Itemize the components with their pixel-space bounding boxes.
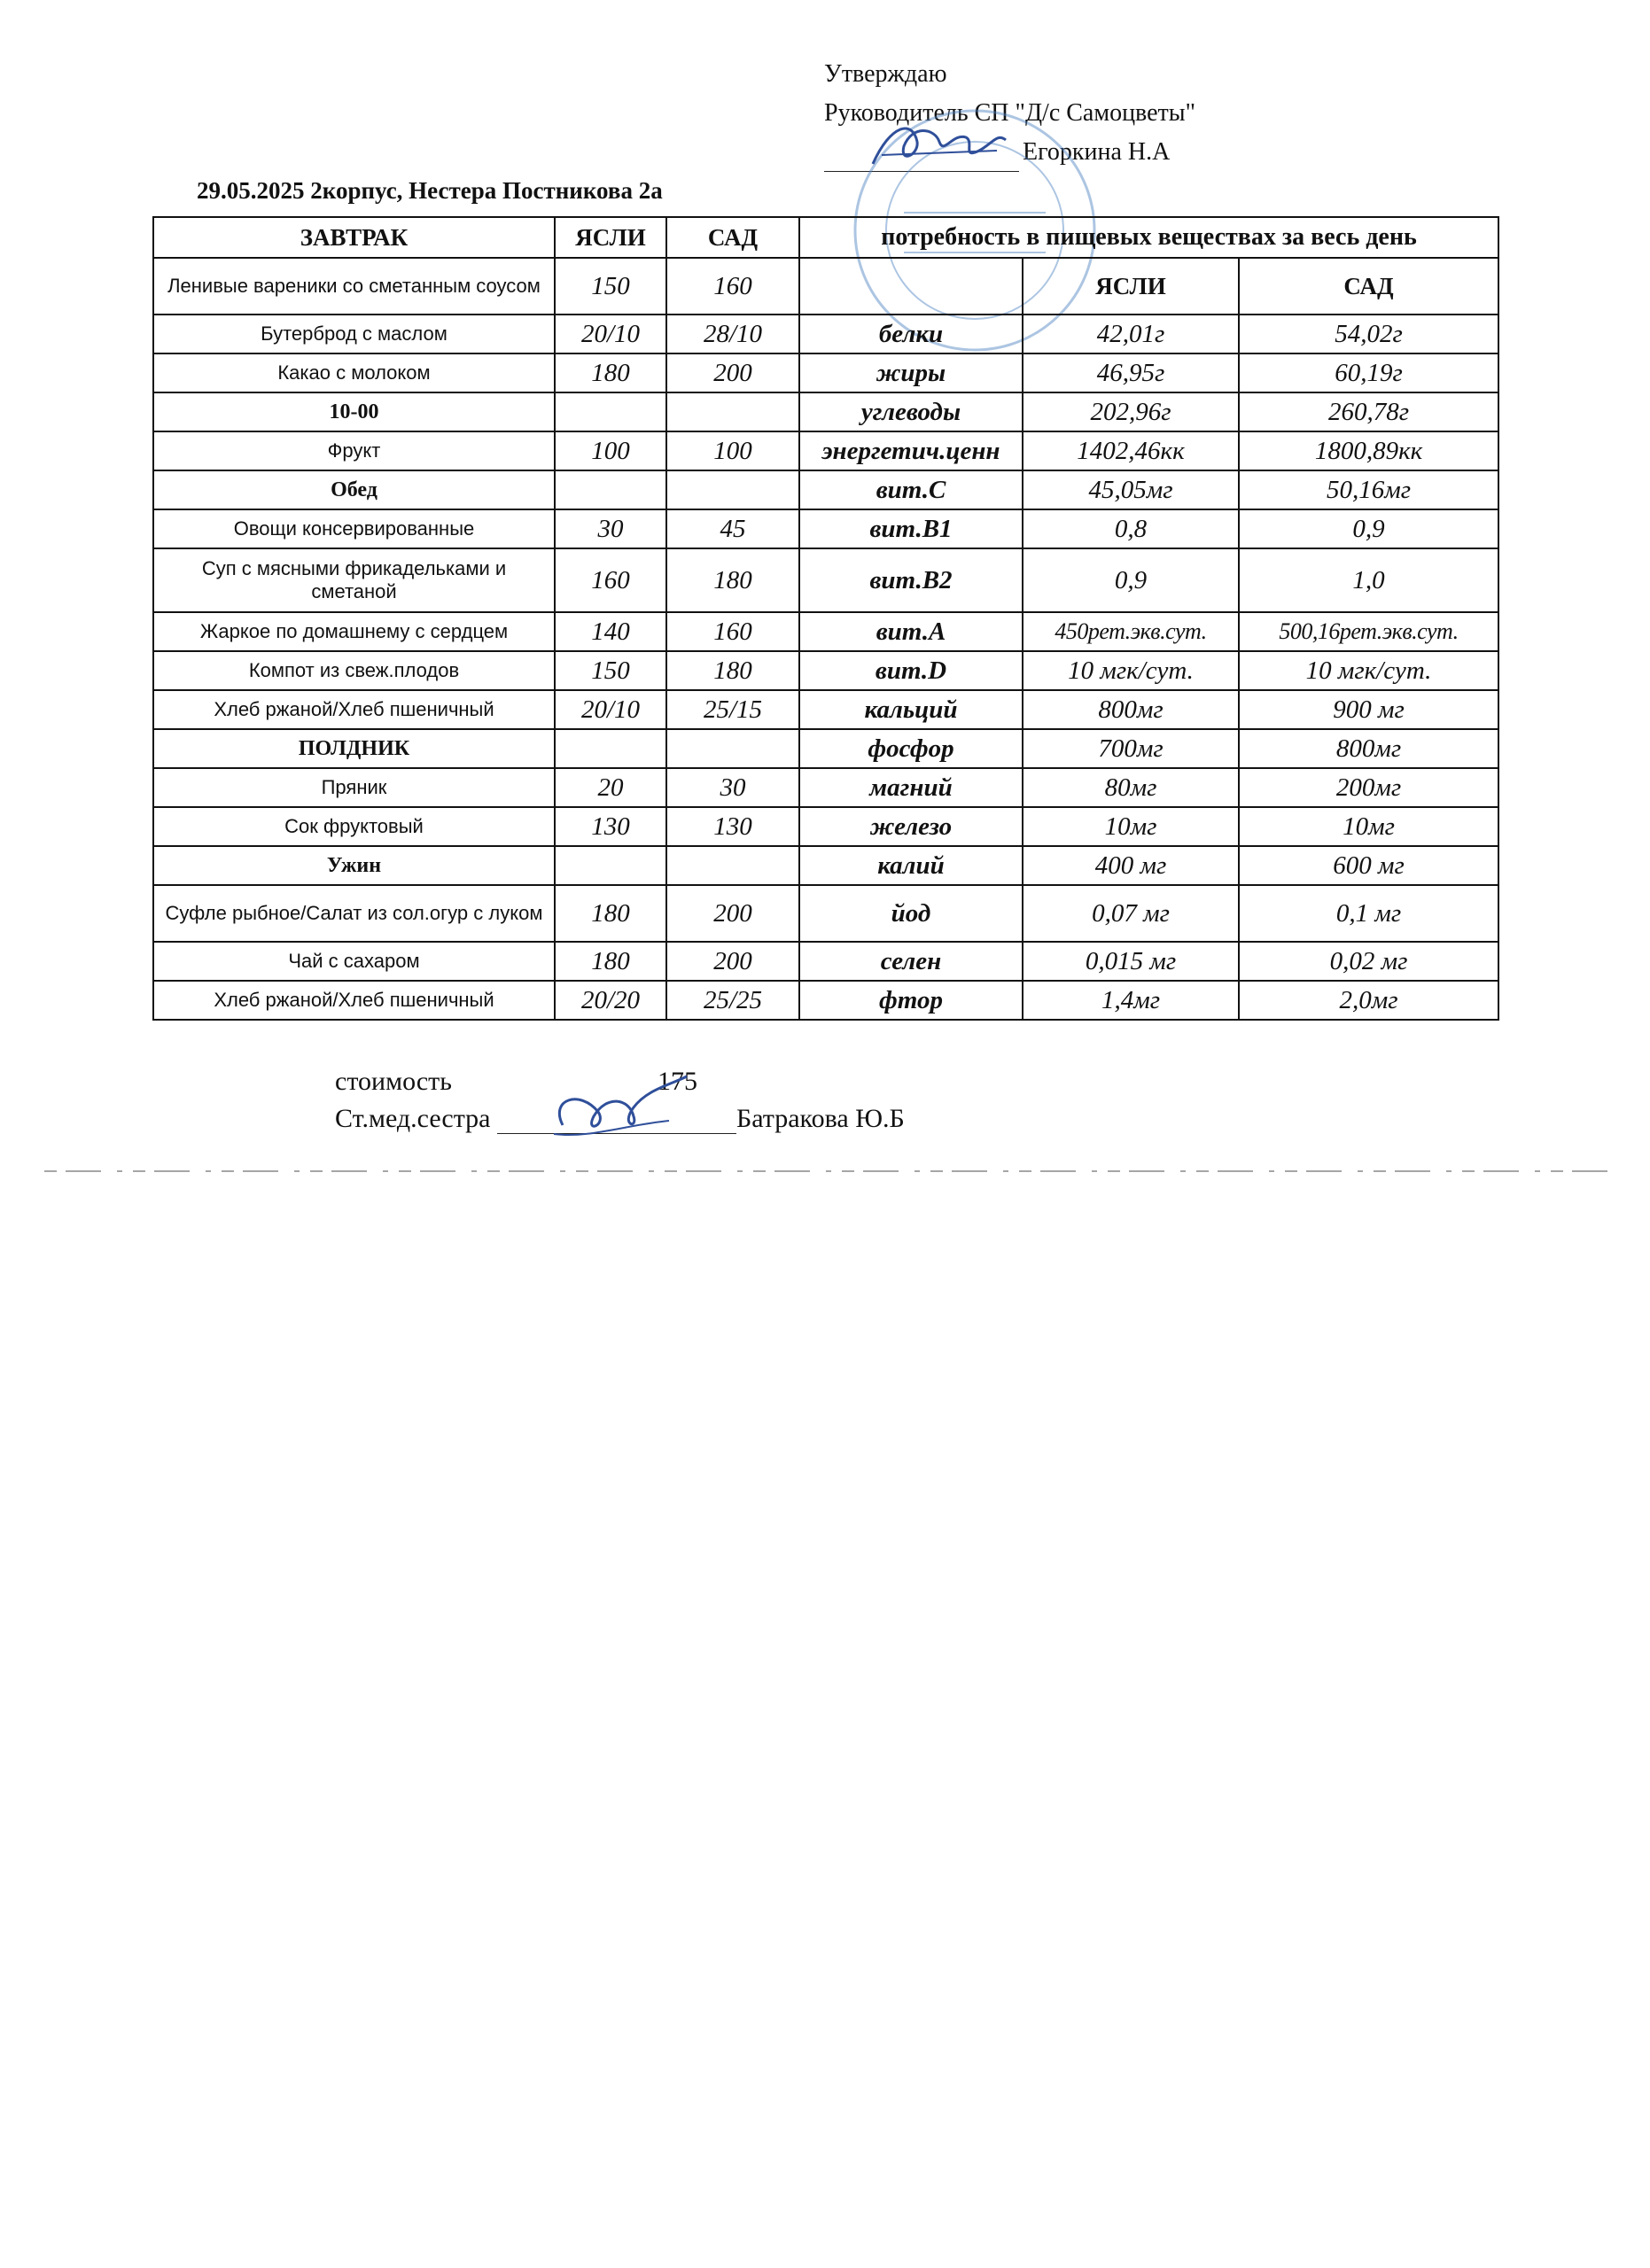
sad-portion-cell: 25/25: [666, 981, 799, 1020]
nutrient-sad-cell: 54,02г: [1239, 315, 1498, 353]
dish-cell: Какао с молоком: [153, 353, 555, 392]
sad-portion-cell: 160: [666, 612, 799, 651]
yasli-portion-cell: 140: [555, 612, 666, 651]
yasli-portion-cell: 180: [555, 353, 666, 392]
table-row: [153, 548, 1498, 612]
yasli-portion-cell: 30: [555, 509, 666, 548]
nutrient-sad-cell: 260,78г: [1239, 392, 1498, 431]
nutrient-name-cell: фтор: [799, 981, 1023, 1020]
nutrient-name-cell: йод: [799, 885, 1023, 942]
nutrient-name-cell: железо: [799, 807, 1023, 846]
sad-portion-cell: 180: [666, 548, 799, 612]
table-row: [153, 612, 1498, 651]
table-row: [153, 353, 1498, 392]
table-header-row: [153, 217, 1498, 258]
yasli-portion-cell: 20/20: [555, 981, 666, 1020]
sad-portion-cell: 180: [666, 651, 799, 690]
nutrient-yasli-cell: 80мг: [1023, 768, 1239, 807]
yasli-portion-cell: [555, 846, 666, 885]
nutrient-name-cell: жиры: [799, 353, 1023, 392]
nutrient-yasli-cell: 1,4мг: [1023, 981, 1239, 1020]
yasli-portion-cell: 20/10: [555, 690, 666, 729]
nutrient-yasli-cell: 202,96г: [1023, 392, 1239, 431]
table-row: [153, 470, 1498, 509]
yasli-portion-cell: 20: [555, 768, 666, 807]
nutrient-yasli-cell: 0,9: [1023, 548, 1239, 612]
yasli-portion-cell: [555, 470, 666, 509]
sad-portion-cell: [666, 470, 799, 509]
nutrient-sad-cell: 900 мг: [1239, 690, 1498, 729]
subheader-yasli: ЯСЛИ: [1023, 258, 1239, 315]
nutrient-yasli-cell: 400 мг: [1023, 846, 1239, 885]
nutrient-name-cell: вит.В2: [799, 548, 1023, 612]
sad-portion-cell: 200: [666, 353, 799, 392]
nutrient-yasli-cell: 0,8: [1023, 509, 1239, 548]
sad-portion-cell: [666, 392, 799, 431]
nurse-signature-icon: [545, 1072, 704, 1156]
yasli-portion-cell: 150: [555, 651, 666, 690]
nutrient-yasli-cell: 0,015 мг: [1023, 942, 1239, 981]
dish-cell: Хлеб ржаной/Хлеб пшеничный: [153, 690, 555, 729]
nutrient-name-cell: магний: [799, 768, 1023, 807]
sad-portion-cell: [666, 846, 799, 885]
director-signature-icon: [864, 115, 1015, 177]
yasli-portion-cell: 160: [555, 548, 666, 612]
yasli-portion-cell: [555, 392, 666, 431]
nutrient-sad-cell: 0,9: [1239, 509, 1498, 548]
cost-label: стоимость: [335, 1067, 452, 1096]
nutrient-yasli-cell: 700мг: [1023, 729, 1239, 768]
nutrient-sad-cell: 2,0мг: [1239, 981, 1498, 1020]
nutrient-cell: [799, 258, 1023, 315]
sad-portion-cell: 200: [666, 885, 799, 942]
dish-cell: Суфле рыбное/Салат из сол.огур с луком: [153, 885, 555, 942]
sad-portion-cell: 28/10: [666, 315, 799, 353]
sad-portion-cell: [666, 729, 799, 768]
dish-cell: Суп с мясными фрикадельками и сметаной: [153, 548, 555, 612]
nutrient-name-cell: углеводы: [799, 392, 1023, 431]
sad-portion-cell: 25/15: [666, 690, 799, 729]
yasli-portion-cell: 130: [555, 807, 666, 846]
header-section: ЗАВТРАК: [153, 217, 555, 258]
page-title: 29.05.2025 2корпус, Нестера Постникова 2а: [197, 177, 663, 204]
yasli-portion-cell: 150: [555, 258, 666, 315]
header-sad: САД: [666, 217, 799, 258]
nutrient-sad-cell: 800мг: [1239, 729, 1498, 768]
dish-cell: Хлеб ржаной/Хлеб пшеничный: [153, 981, 555, 1020]
sad-portion-cell: 160: [666, 258, 799, 315]
sad-portion-cell: 200: [666, 942, 799, 981]
table-row: [153, 807, 1498, 846]
nutrient-name-cell: вит.В1: [799, 509, 1023, 548]
nutrient-yasli-cell: 1402,46кк: [1023, 431, 1239, 470]
dish-cell: Бутерброд с маслом: [153, 315, 555, 353]
nutrient-sad-cell: 0,1 мг: [1239, 885, 1498, 942]
nutrient-sad-cell: 500,16рет.экв.сут.: [1239, 612, 1498, 651]
nutrient-sad-cell: 50,16мг: [1239, 470, 1498, 509]
table-row: [153, 392, 1498, 431]
table-row: [153, 846, 1498, 885]
dish-cell: Компот из свеж.плодов: [153, 651, 555, 690]
dish-cell: Овощи консервированные: [153, 509, 555, 548]
nutrient-yasli-cell: 46,95г: [1023, 353, 1239, 392]
yasli-portion-cell: 180: [555, 942, 666, 981]
yasli-portion-cell: 100: [555, 431, 666, 470]
nutrient-yasli-cell: 10 мгк/сут.: [1023, 651, 1239, 690]
approval-signer: Егоркина Н.А: [1023, 138, 1171, 166]
nutrient-sad-cell: 60,19г: [1239, 353, 1498, 392]
yasli-portion-cell: 180: [555, 885, 666, 942]
dish-cell: Ужин: [153, 846, 555, 885]
nutrient-name-cell: селен: [799, 942, 1023, 981]
nutrient-yasli-cell: 0,07 мг: [1023, 885, 1239, 942]
dish-cell: Фрукт: [153, 431, 555, 470]
dish-cell: Сок фруктовый: [153, 807, 555, 846]
nutrient-yasli-cell: 45,05мг: [1023, 470, 1239, 509]
nutrient-sad-cell: 1,0: [1239, 548, 1498, 612]
table-row: [153, 885, 1498, 942]
nutrient-name-cell: калий: [799, 846, 1023, 885]
table-row: [153, 315, 1498, 353]
sad-portion-cell: 100: [666, 431, 799, 470]
nutrient-yasli-cell: 10мг: [1023, 807, 1239, 846]
nutrient-name-cell: кальций: [799, 690, 1023, 729]
nutrient-name-cell: энергетич.ценн: [799, 431, 1023, 470]
dish-cell: Жаркое по домашнему с сердцем: [153, 612, 555, 651]
approval-heading: Утверждаю: [824, 60, 947, 88]
dish-cell: 10-00: [153, 392, 555, 431]
subheader-sad: САД: [1239, 258, 1498, 315]
header-yasli: ЯСЛИ: [555, 217, 666, 258]
yasli-portion-cell: 20/10: [555, 315, 666, 353]
sad-portion-cell: 45: [666, 509, 799, 548]
nutrient-sad-cell: 600 мг: [1239, 846, 1498, 885]
nurse-label: Ст.мед.сестра: [335, 1104, 491, 1133]
dish-cell: Чай с сахаром: [153, 942, 555, 981]
nutrient-yasli-cell: 450рет.экв.сут.: [1023, 612, 1239, 651]
nutrient-sad-cell: 200мг: [1239, 768, 1498, 807]
sad-portion-cell: 30: [666, 768, 799, 807]
dish-cell: Ленивые вареники со сметанным соусом: [153, 258, 555, 315]
header-nutrients: потребность в пищевых веществах за весь день: [799, 217, 1498, 258]
yasli-portion-cell: [555, 729, 666, 768]
dish-cell: Обед: [153, 470, 555, 509]
nutrient-name-cell: вит.А: [799, 612, 1023, 651]
menu-table: [152, 216, 1499, 1021]
dish-cell: Пряник: [153, 768, 555, 807]
table-row: [153, 942, 1498, 981]
table-row: [153, 258, 1498, 315]
nutrient-sad-cell: 10 мгк/сут.: [1239, 651, 1498, 690]
nutrient-sad-cell: 10мг: [1239, 807, 1498, 846]
table-row: [153, 431, 1498, 470]
nutrient-sad-cell: 0,02 мг: [1239, 942, 1498, 981]
nutrient-name-cell: белки: [799, 315, 1023, 353]
nutrient-yasli-cell: 800мг: [1023, 690, 1239, 729]
dish-cell: ПОЛДНИК: [153, 729, 555, 768]
table-row: [153, 690, 1498, 729]
nurse-name: Батракова Ю.Б: [736, 1104, 905, 1133]
table-row: [153, 509, 1498, 548]
nutrient-yasli-cell: 42,01г: [1023, 315, 1239, 353]
table-row: [153, 981, 1498, 1020]
nutrient-name-cell: фосфор: [799, 729, 1023, 768]
table-row: [153, 651, 1498, 690]
cost-value: 175: [657, 1067, 697, 1096]
nutrient-sad-cell: 1800,89кк: [1239, 431, 1498, 470]
scan-divider: [44, 1166, 1613, 1177]
nutrient-name-cell: вит.D: [799, 651, 1023, 690]
nutrient-name-cell: вит.С: [799, 470, 1023, 509]
sad-portion-cell: 130: [666, 807, 799, 846]
approval-position: Руководитель СП "Д/с Самоцветы": [824, 99, 1196, 127]
table-row: [153, 729, 1498, 768]
table-row: [153, 768, 1498, 807]
